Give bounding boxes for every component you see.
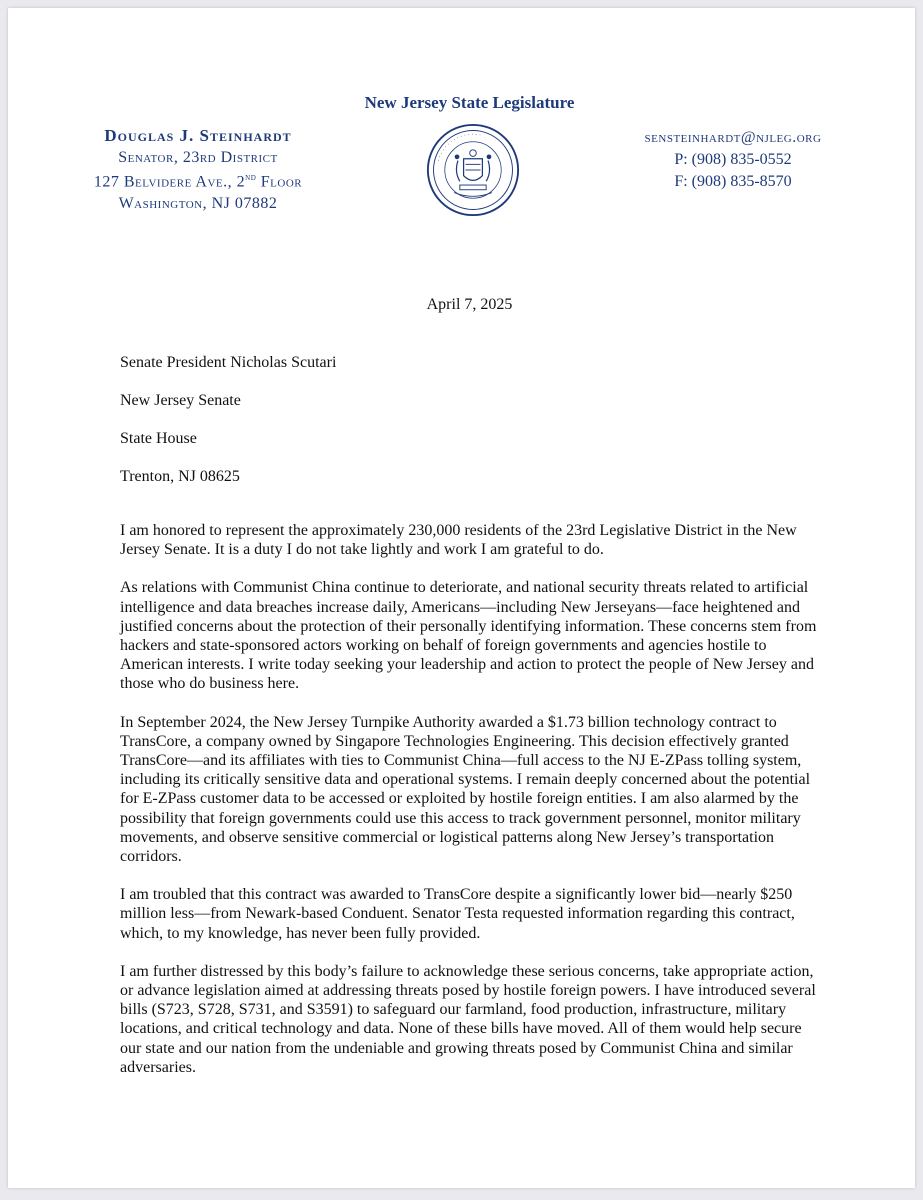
- recipient-building: State House: [120, 430, 197, 447]
- sender-title: Senator, 23rd District: [118, 149, 278, 166]
- legislature-heading: New Jersey State Legislature: [364, 93, 575, 112]
- svg-text:· · · · · · · · · · · · · · ·: · · · · · · · · · · · · · · ·: [436, 132, 482, 163]
- letter-page: [8, 8, 915, 1188]
- sender-address: [8, 172, 388, 191]
- contact-phone: P: (908) 835-0552: [674, 151, 792, 168]
- body-paragraph: I am troubled that this contract was awarded to TransCore despite a significantly lower bid—nearly $250 million less—from Newark-based Conduent. Senator Testa requested information regarding this contract, which, to my knowledge, has never been fully provided.: [120, 886, 795, 942]
- contact-fax: F: (908) 835-8570: [674, 173, 792, 190]
- recipient-name: Senate President Nicholas Scutari: [120, 354, 337, 371]
- sender-name: Douglas J. Steinhardt: [104, 126, 292, 145]
- body-paragraph: I am further distressed by this body’s failure to acknowledge these serious concerns, take appropriate action, or advance legislation aimed at addressing threats posed by hostile foreign powers. I have introduced several bills (S723, S728, S731, and S3591) to safeguard our farmland, food production, infrastructure, military locations, and critical technology and data. None of these bills have moved. All of them would help secure our state and our nation from the undeniable and growing threats posed by Communist China and similar adversaries.: [120, 962, 816, 1076]
- sender-city: Washington, NJ 07882: [118, 195, 278, 212]
- recipient-city: Trenton, NJ 08625: [120, 468, 240, 485]
- letter-date: April 7, 2025: [426, 296, 513, 313]
- body-paragraph: In September 2024, the New Jersey Turnpike Authority awarded a $1.73 billion technology contract to TransCore, a company owned by Singapore Technologies Engineering. This decision effectively granted TransCore—and its affiliates with ties to Communist China—full access to the NJ E-ZPass tolling system, including its critically sensitive data and operational systems. I remain deeply concerned about the potential for E-ZPass customer data to be accessed or exploited by hostile foreign entities. I am also alarmed by the possibility that foreign governments could use this access to track government personnel, monitor military movements, and observe sensitive commercial or logistical patterns along New Jersey’s transportation corridors.: [120, 713, 811, 866]
- sender-address-number: 127 Belvidere Ave., 2: [93, 173, 246, 191]
- body-paragraph: As relations with Communist China continue to deteriorate, and national security threats related to artificial intelligence and data breaches increase daily, Americans—including New Jerseyans—face heightened and justified concerns about the protection of their personally identifying information. These concerns stem from hackers and state-sponsored actors working on behalf of foreign governments and agencies hostile to American interests. I write today seeking your leadership and action to protect the people of New Jersey and those who do business here.: [120, 579, 817, 693]
- letter-body: [120, 521, 820, 1096]
- state-seal-icon: [426, 123, 520, 217]
- sender-address-suffix: nd: [245, 172, 257, 183]
- recipient-org: New Jersey Senate: [120, 392, 241, 409]
- sender-address-floor: Floor: [256, 173, 303, 191]
- contact-email[interactable]: sensteinhardt@njleg.org: [644, 129, 822, 146]
- body-paragraph: I am honored to represent the approximately 230,000 residents of the 23rd Legislative District in the New Jersey Senate. It is a duty I do not take lightly and work I am grateful to do.: [120, 522, 797, 559]
